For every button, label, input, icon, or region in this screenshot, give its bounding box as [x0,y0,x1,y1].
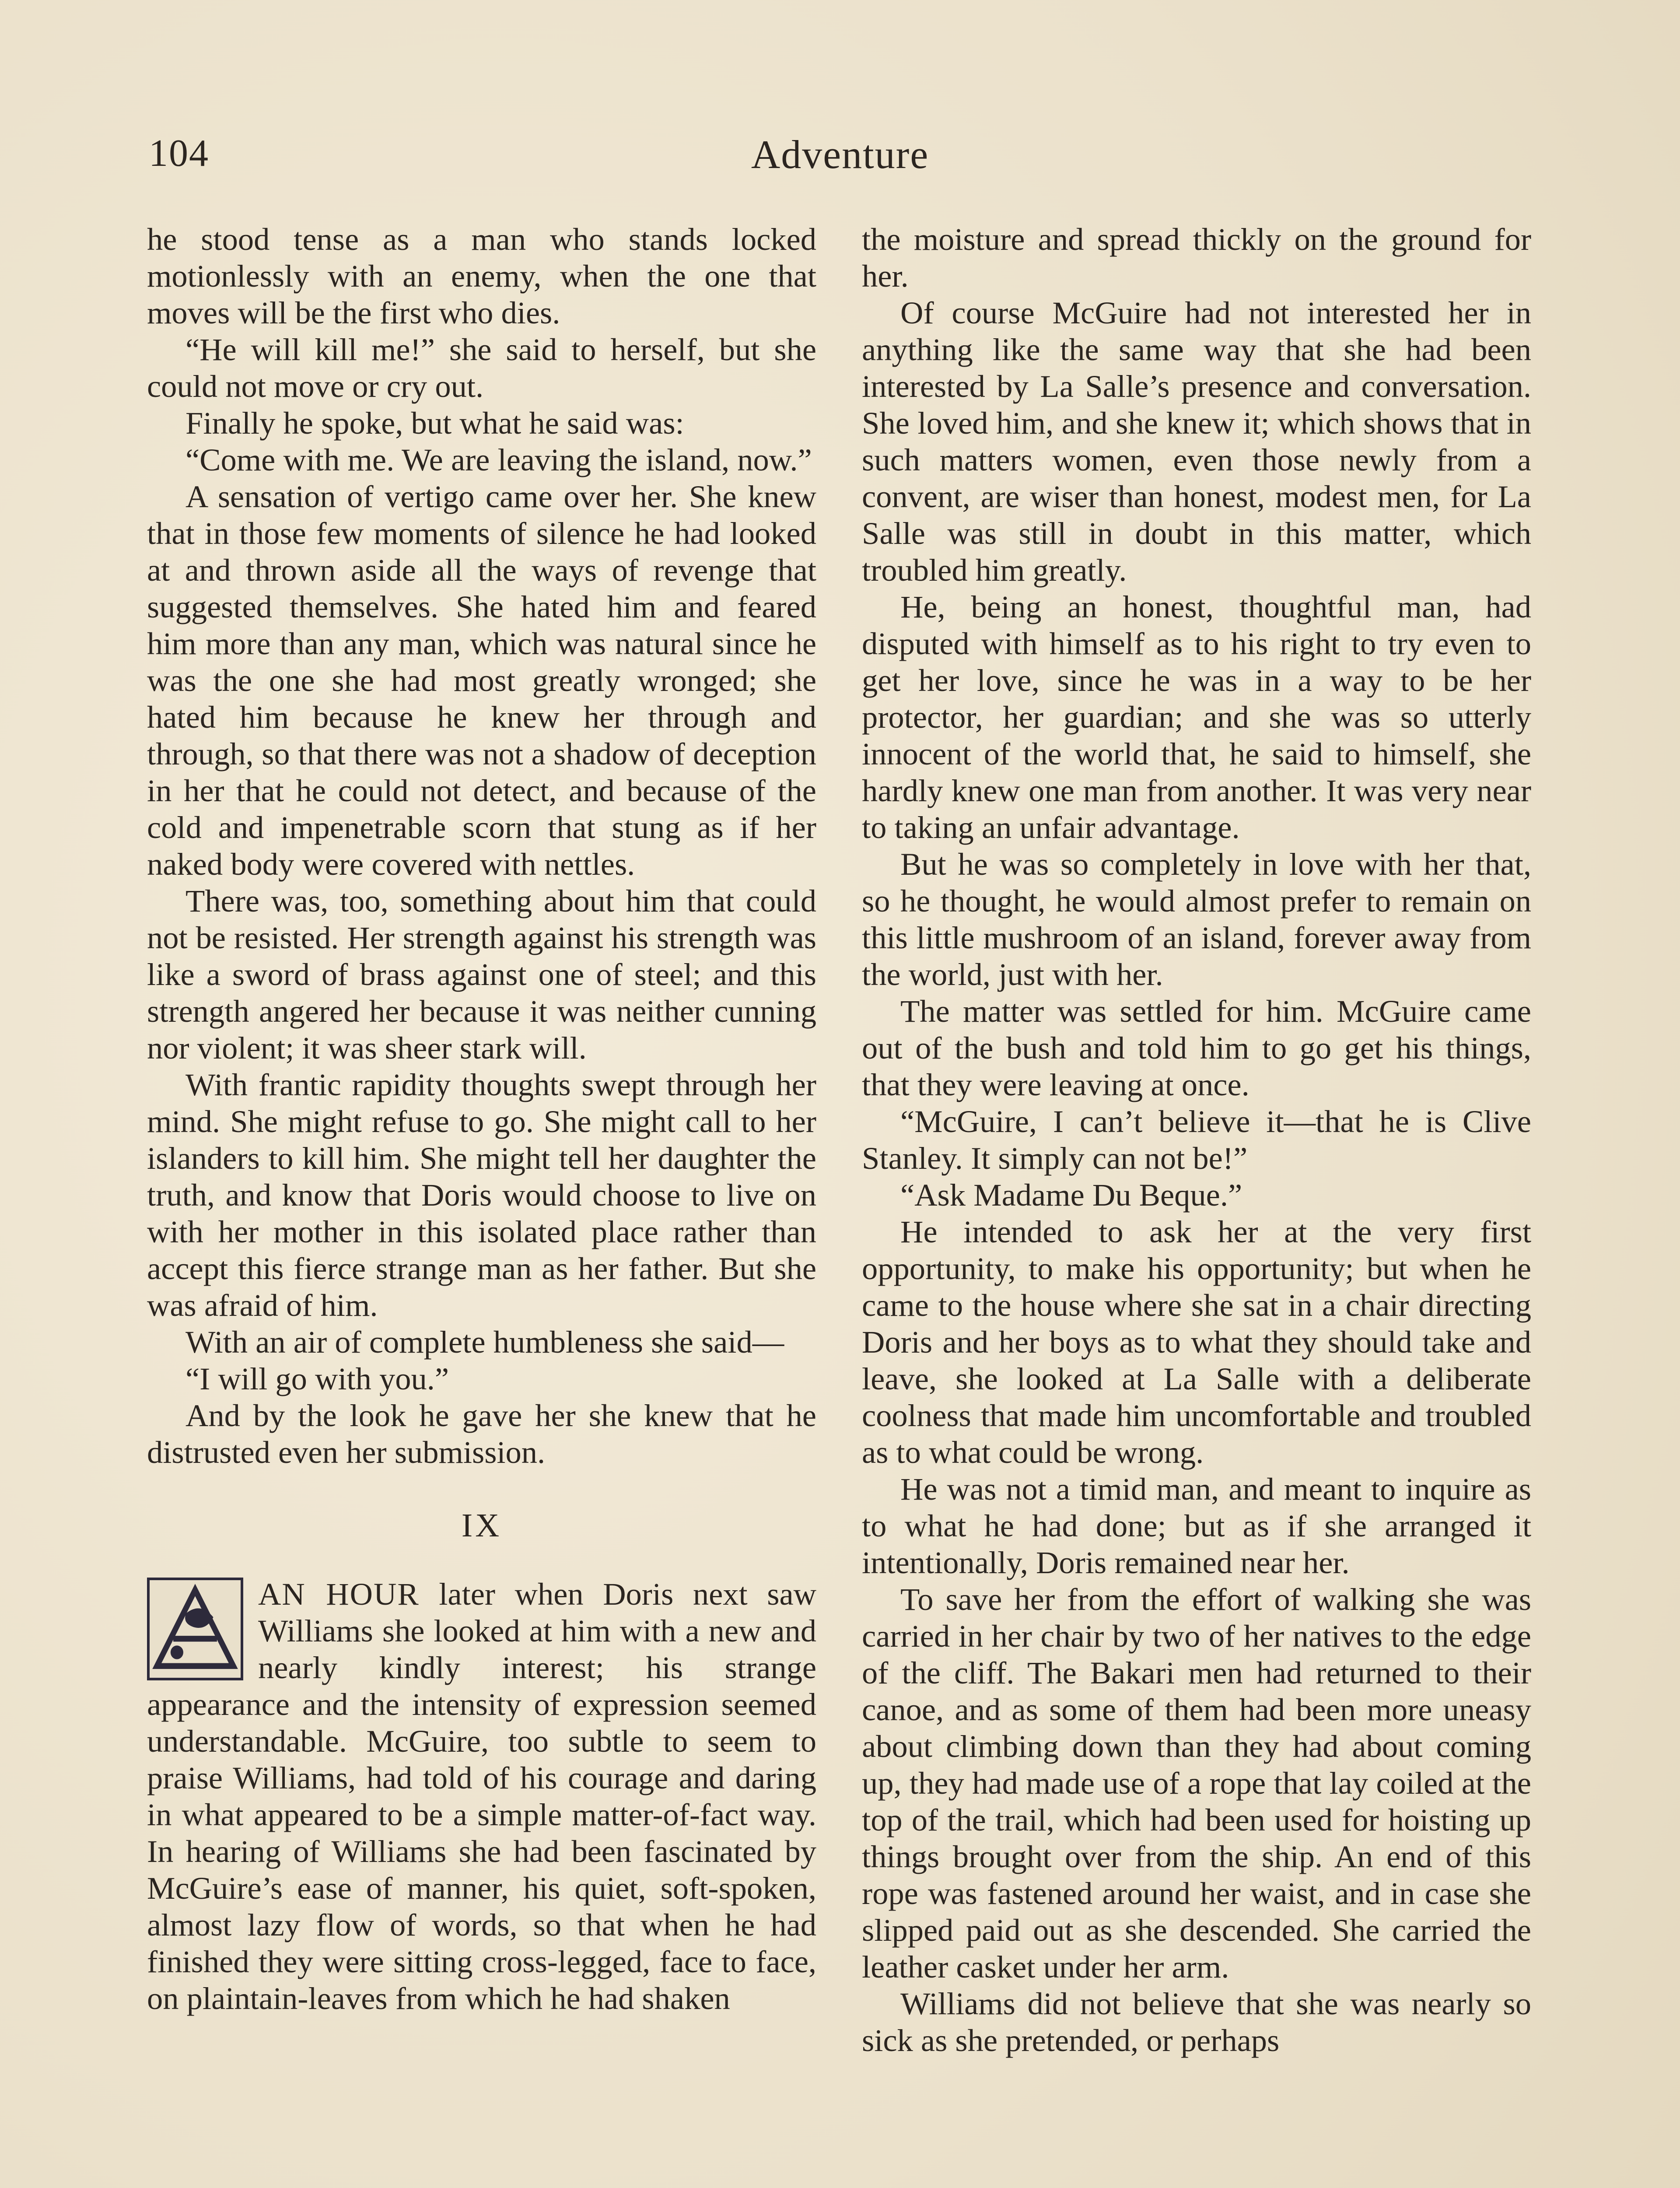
paragraph: He intended to ask her at the very first opportunity, to make his opportunity; but when he came to the house where she sat in a chair directing Doris and her boys as to what they should take and leave, she looked at La Salle with a deliberate coolness that made him uncomfortable and troubled as to what could be wrong. [862,1214,1531,1470]
paragraph: He was not a timid man, and meant to inquire as to what he had done; but as if she arranged it intentionally, Doris remained near her. [862,1471,1531,1580]
paragraph: “Ask Madame Du Beque.” [900,1177,1242,1213]
paragraph: A sensation of vertigo came over her. She knew that in those few moments of silence he had looked at and thrown aside all the ways of revenge that suggested themselves. She hated him and feared him more than any man, which was natural since he was the one she had most greatly wronged; she hated him because he knew her through and through, so that there was not a shadow of deception in her that he could not detect, and because of the cold and impenetrable scorn that stung as if her naked body were covered with nettles. [147,479,816,882]
lead-caps: AN HOUR [258,1576,420,1612]
page-header [149,131,1531,193]
running-title: Adventure [751,132,929,177]
paragraph: There was, too, something about him that could not be resisted. Her strength against his strength was like a sword of brass against one of steel; and this strength angered her because it was neither cunning nor violent; it was sheer stark will. [147,883,816,1066]
section-heading: IX [461,1507,502,1544]
illustrated-initial-a-icon [147,1578,243,1680]
paragraph: To save her from the effort of walking she was carried in her chair by two of her natives to the edge of the cliff. The Bakari men had returned to their canoe, and as some of them had been more uneasy about climbing down than they had about coming up, they had made use of a rope that lay coiled at the top of the trail, which had been used for hoisting up things brought over from the ship. An end of this rope was fastened around her waist, and in case she slipped paid out as she descended. She carried the leather casket under her arm. [862,1581,1531,1985]
paragraph: Finally he spoke, but what he said was: [186,405,684,441]
right-column [862,221,1531,2059]
paragraph: And by the look he gave her she knew that he distrusted even her submission. [147,1398,816,1470]
paragraph: But he was so completely in love with her that, so he thought, he would almost prefer to remain on this little mushroom of an island, forever away from the world, just with her. [862,846,1531,992]
lead-text: later when Doris next saw Williams she looked at him with a new and nearly kindly interest; his strange appearance and the intensity of expression seemed understandable. McGuire, too subtle to seem to praise Williams, had told of his courage and daring in what appeared to be a simple matter-of-fact way. In hearing of Williams she had been fascinated by McGuire’s ease of manner, his quiet, soft-spoken, almost lazy flow of words, so that when he had finished they were sitting cross-legged, face to face, on plaintain-leaves from which he had shaken [147,1576,816,2016]
paragraph: “He will kill me!” she said to herself, but she could not move or cry out. [147,332,816,404]
paragraph: With an air of complete humbleness she said— [186,1324,784,1360]
paragraph: He, being an honest, thoughtful man, had disputed with himself as to his right to try even to get her love, since he was in a way to be her protector, her guardian; and she was so utterly innocent of the world that, he said to himself, she hardly knew one man from another. It was very near to taking an unfair advantage. [862,589,1531,845]
paragraph: The matter was settled for him. McGuire came out of the bush and told him to go get his things, that they were leaving at once. [862,993,1531,1102]
chapter-opening [147,1576,816,2017]
paragraph [147,1576,816,2017]
paragraph: “McGuire, I can’t believe it—that he is Clive Stanley. It simply can not be!” [862,1104,1531,1176]
page-number: 104 [149,132,209,175]
paragraph: he stood tense as a man who stands locked motionlessly with an enemy, when the one that moves will be the first who dies. [147,221,816,330]
left-column [147,221,816,2017]
paragraph: With frantic rapidity thoughts swept through her mind. She might refuse to go. She might call to her islanders to kill him. She might tell her daughter the truth, and know that Doris would choose to live on with her mother in this isolated place rather than accept this fierce strange man as her father. But she was afraid of him. [147,1067,816,1323]
paragraph: “I will go with you.” [186,1361,449,1396]
paragraph: “Come with me. We are leaving the island, now.” [186,442,812,477]
paragraph: the moisture and spread thickly on the ground for her. [862,221,1531,294]
paragraph: Of course McGuire had not interested her in anything like the same way that she had been interested by La Salle’s presence and conversation. She loved him, and she knew it; which shows that in such matters women, even those newly from a convent, are wiser than honest, modest men, for La Salle was still in doubt in this matter, which troubled him greatly. [862,295,1531,588]
paragraph: Williams did not believe that she was nearly so sick as she pretended, or perhaps [862,1986,1531,2058]
